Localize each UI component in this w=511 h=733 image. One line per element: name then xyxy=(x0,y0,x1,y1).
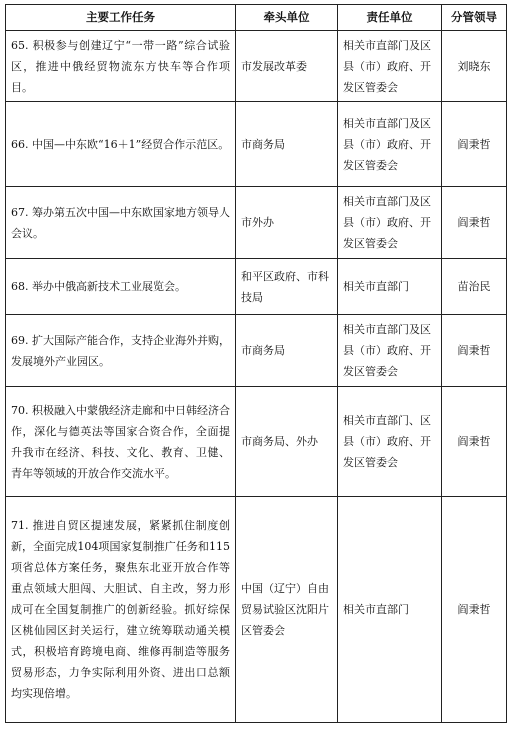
table-row xyxy=(6,259,507,315)
responsible-unit-cell: 相关市直部门及区县（市）政府、开发区管委会 xyxy=(338,187,442,259)
task-cell: 70. 积极融入中蒙俄经济走廊和中日韩经济合作，深化与德英法等国家合资合作，全面提升我市在经济、科技、文化、教育、卫健、青年等领域的开放合作交流水平。 xyxy=(6,387,236,497)
table-row xyxy=(6,387,507,497)
leader-cell: 阎秉哲 xyxy=(442,315,507,387)
responsible-unit-cell: 相关市直部门及区县（市）政府、开发区管委会 xyxy=(338,315,442,387)
responsible-unit-cell: 相关市直部门、区县（市）政府、开发区管委会 xyxy=(338,387,442,497)
header-responsible-unit: 责任单位 xyxy=(338,5,442,31)
lead-unit-cell: 中国（辽宁）自由贸易试验区沈阳片区管委会 xyxy=(236,497,338,723)
lead-unit-cell: 市发展改革委 xyxy=(236,31,338,102)
lead-unit-cell: 市外办 xyxy=(236,187,338,259)
responsible-unit-cell: 相关市直部门 xyxy=(338,497,442,723)
lead-unit-cell: 和平区政府、市科技局 xyxy=(236,259,338,315)
leader-cell: 苗治民 xyxy=(442,259,507,315)
task-cell: 65. 积极参与创建辽宁“一带一路”综合试验区，推进中俄经贸物流东方快车等合作项目。 xyxy=(6,31,236,102)
task-cell: 69. 扩大国际产能合作，支持企业海外并购，发展境外产业园区。 xyxy=(6,315,236,387)
responsible-unit-cell: 相关市直部门及区县（市）政府、开发区管委会 xyxy=(338,102,442,187)
responsible-unit-cell: 相关市直部门及区县（市）政府、开发区管委会 xyxy=(338,31,442,102)
leader-cell: 阎秉哲 xyxy=(442,102,507,187)
header-task: 主要工作任务 xyxy=(6,5,236,31)
table-row xyxy=(6,102,507,187)
lead-unit-cell: 市商务局、外办 xyxy=(236,387,338,497)
leader-cell: 阎秉哲 xyxy=(442,497,507,723)
lead-unit-cell: 市商务局 xyxy=(236,102,338,187)
table-row xyxy=(6,187,507,259)
task-table xyxy=(5,4,507,723)
task-cell: 67. 筹办第五次中国—中东欧国家地方领导人会议。 xyxy=(6,187,236,259)
table-row xyxy=(6,31,507,102)
task-cell: 68. 举办中俄高新技术工业展览会。 xyxy=(6,259,236,315)
responsible-unit-cell: 相关市直部门 xyxy=(338,259,442,315)
header-leader: 分管领导 xyxy=(442,5,507,31)
table-header-row xyxy=(6,5,507,31)
header-lead-unit: 牵头单位 xyxy=(236,5,338,31)
leader-cell: 刘晓东 xyxy=(442,31,507,102)
task-cell: 66. 中国—中东欧“16＋1”经贸合作示范区。 xyxy=(6,102,236,187)
leader-cell: 阎秉哲 xyxy=(442,187,507,259)
table-row xyxy=(6,497,507,723)
table-row xyxy=(6,315,507,387)
lead-unit-cell: 市商务局 xyxy=(236,315,338,387)
task-cell: 71. 推进自贸区提速发展，紧紧抓住制度创新，全面完成104项国家复制推广任务和115项省总体方案任务，聚焦东北亚开放合作等重点领域大胆闯、大胆试、自主改，努力形成可在全国复制推广的创新经验。抓好综保区桃仙园区封关运行，建立统筹联动通关模式，积极培育跨境电商、维修再制造等服务贸易形态，力争实际利用外资、进出口总额均实现倍增。 xyxy=(6,497,236,723)
leader-cell: 阎秉哲 xyxy=(442,387,507,497)
